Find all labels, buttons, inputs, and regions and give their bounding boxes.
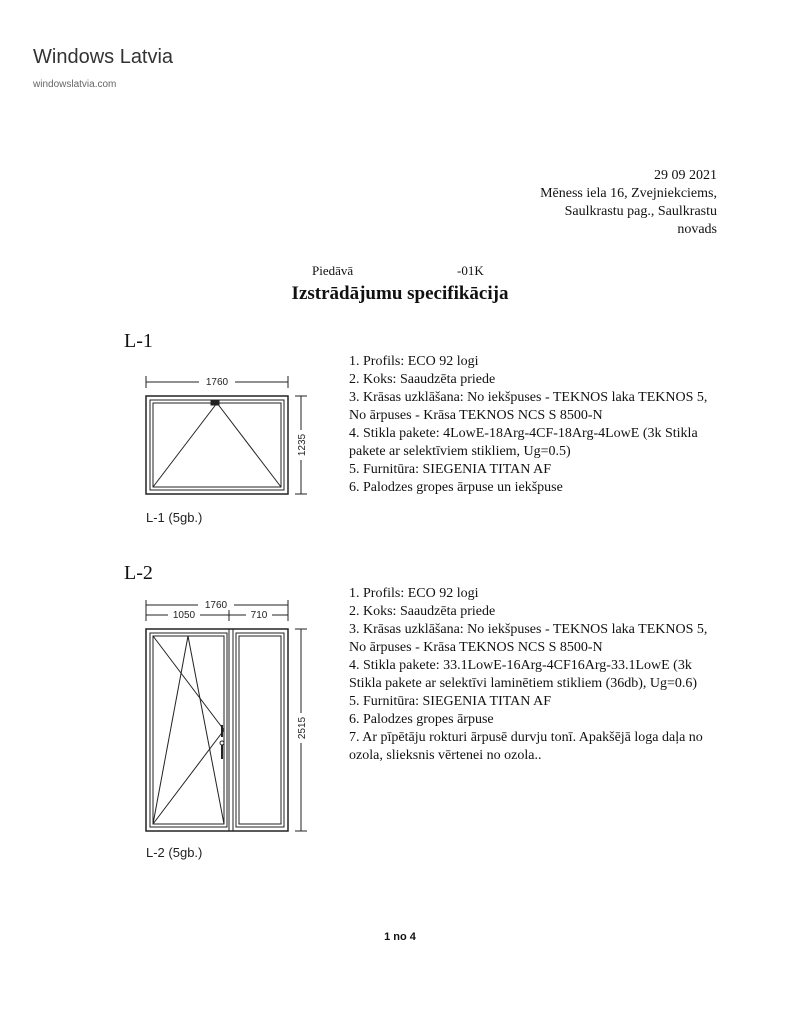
width-dimension: 1760 xyxy=(204,600,228,611)
spec-line: 4. Stikla pakete: 4LowE-18Arg-4CF-18Arg-4LowE (3k Stikla xyxy=(349,426,698,441)
address-line: Saulkrastu pag., Saulkrastu xyxy=(564,204,717,219)
offer-label: Piedāvā xyxy=(312,263,354,278)
spec-line: ozola, slieksnis vērtenei no ozola.. xyxy=(349,748,542,763)
width-dimension: 1760 xyxy=(205,377,229,388)
spec-line: pakete ar selektīviem stikliem, Ug=0.5) xyxy=(349,444,571,459)
address-line: novads xyxy=(677,222,717,237)
item-label: L-1 xyxy=(124,330,153,352)
spec-line: 1. Profils: ECO 92 logi xyxy=(349,586,479,601)
height-dimension: 2515 xyxy=(297,716,308,740)
right-width-dimension: 710 xyxy=(250,610,268,621)
company-url: windowslatvia.com xyxy=(33,79,117,90)
spec-line: 3. Krāsas uzklāšana: No iekšpuses - TEKNOS laka TEKNOS 5, xyxy=(349,390,708,405)
offer-code: -01K xyxy=(457,263,484,278)
spec-line: 3. Krāsas uzklāšana: No iekšpuses - TEKNOS laka TEKNOS 5, xyxy=(349,622,708,637)
date: 29 09 2021 xyxy=(654,168,717,183)
spec-line: 7. Ar pīpētāju rokturi ārpusē durvju tonī. Apakšējā loga daļa no xyxy=(349,730,703,745)
spec-line: 6. Palodzes gropes ārpuse un iekšpuse xyxy=(349,480,563,495)
spec-line: 2. Koks: Saaudzēta priede xyxy=(349,372,496,387)
address-line: Mēness iela 16, Zvejniekciems, xyxy=(540,186,717,201)
spec-line: 2. Koks: Saaudzēta priede xyxy=(349,604,496,619)
spec-line: 5. Furnitūra: SIEGENIA TITAN AF xyxy=(349,694,552,709)
height-dimension: 1235 xyxy=(297,433,308,457)
window-drawing-l1 xyxy=(138,372,313,502)
document-title: Izstrādājumu specifikācija xyxy=(291,283,509,304)
spec-line: 6. Palodzes gropes ārpuse xyxy=(349,712,494,727)
spec-list xyxy=(349,353,769,497)
drawing-caption: L-1 (5gb.) xyxy=(146,510,203,525)
spec-line: 1. Profils: ECO 92 logi xyxy=(349,354,479,369)
spec-list xyxy=(349,585,769,765)
spec-line: Stikla pakete ar selektīvi laminētiem stikliem (36db), Ug=0.6) xyxy=(349,676,698,691)
spec-line: 4. Stikla pakete: 33.1LowE-16Arg-4CF16Arg-33.1LowE (3k xyxy=(349,658,692,673)
company-name: Windows Latvia xyxy=(33,46,174,68)
spec-line: 5. Furnitūra: SIEGENIA TITAN AF xyxy=(349,462,552,477)
spec-line: No ārpuses - Krāsa TEKNOS NCS S 8500-N xyxy=(349,408,603,423)
item-label: L-2 xyxy=(124,562,153,584)
left-width-dimension: 1050 xyxy=(172,610,196,621)
meta-block xyxy=(457,167,717,239)
page-number: 1 no 4 xyxy=(384,931,416,943)
drawing-caption: L-2 (5gb.) xyxy=(146,845,203,860)
spec-line: No ārpuses - Krāsa TEKNOS NCS S 8500-N xyxy=(349,640,603,655)
window-drawing-l2 xyxy=(138,597,313,837)
